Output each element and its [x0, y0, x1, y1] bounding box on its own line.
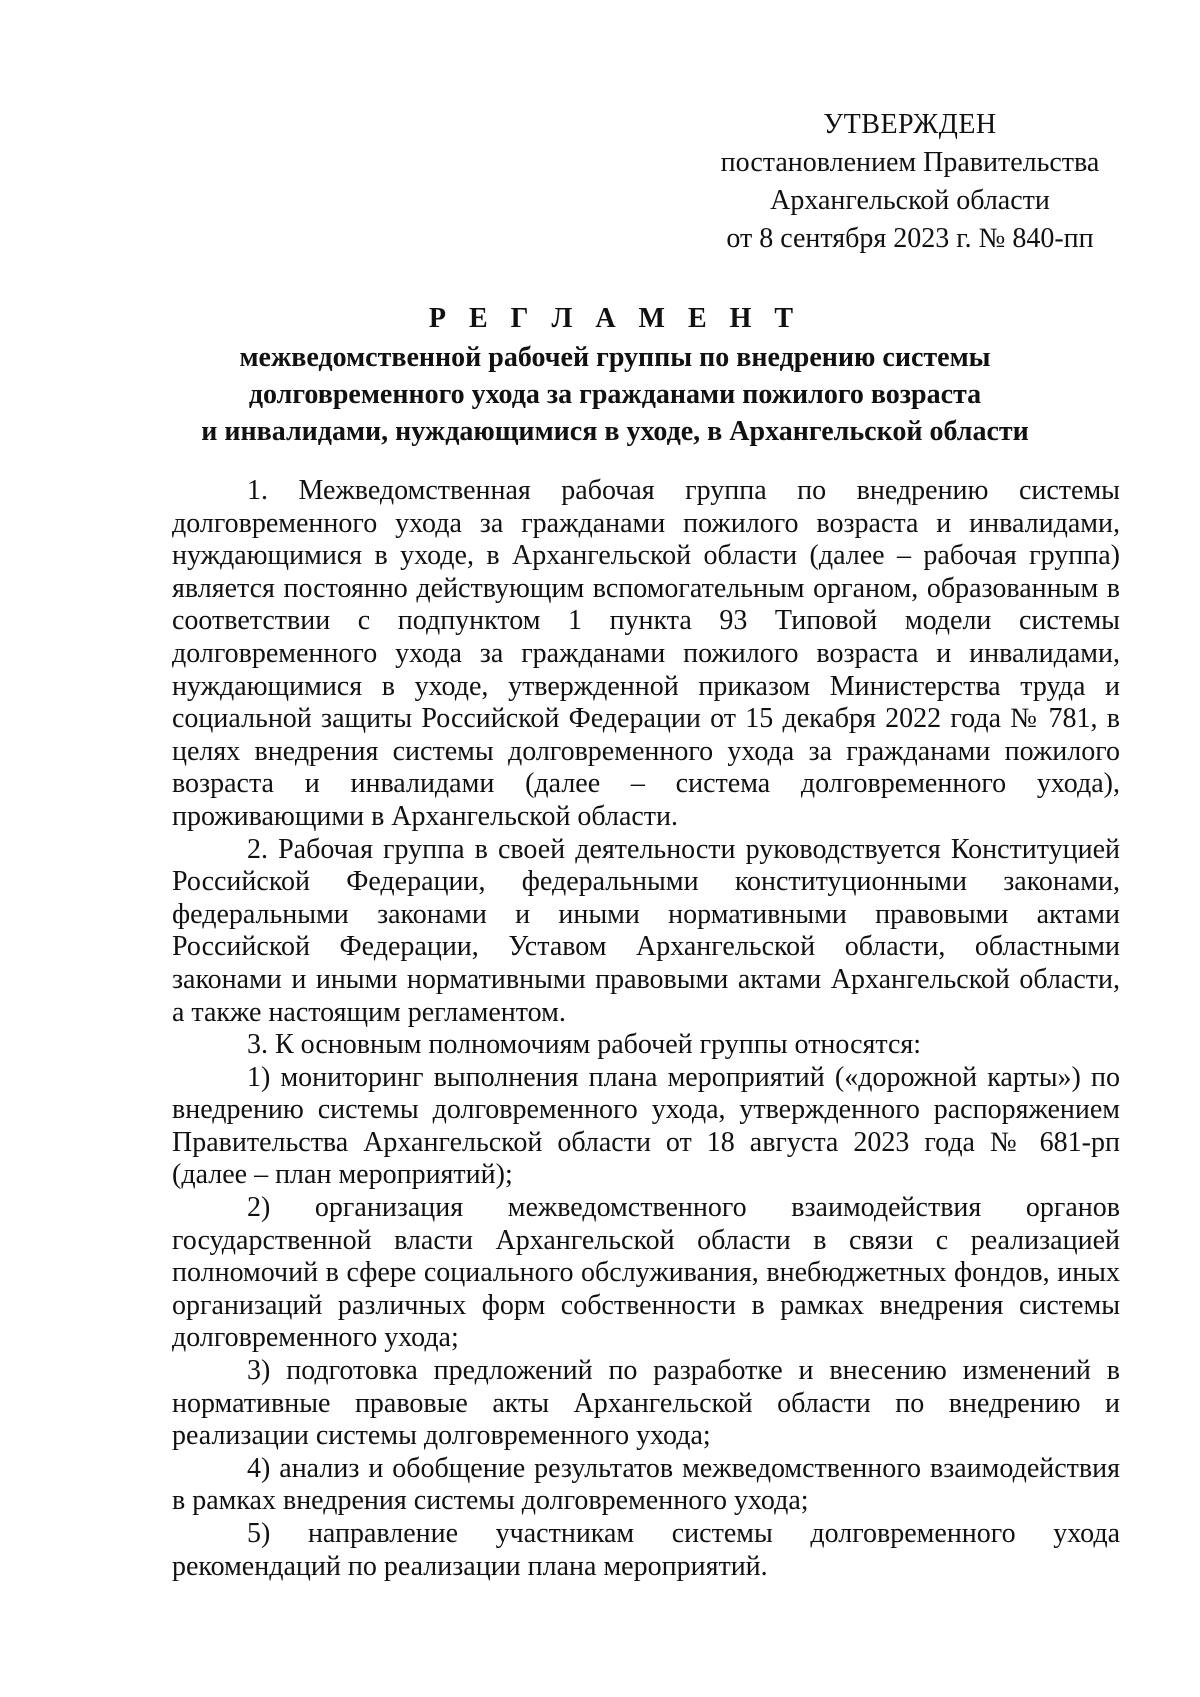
title-subtitle-line-2: долговременного ухода за гражданами пожилого возраста — [248, 379, 982, 410]
approval-region: Архангельской области — [770, 185, 1050, 216]
list-item-4: 4) анализ и обобщение результатов межведомственного взаимодействия в рамках внедрения системы долговременного ухода; — [172, 1452, 1120, 1517]
document-title — [120, 300, 1110, 450]
list-item-2: 2) организация межведомственного взаимодействия органов государственной власти Архангельской области в связи с реализацией полномочий в сфере социального обслуживания, внебюджетных фондов, иных организаций различных форм собственности в рамках внедрения системы долговременного ухода; — [172, 1192, 1120, 1354]
approval-heading: УТВЕРЖДЕН — [823, 109, 997, 140]
document-body — [172, 475, 1120, 1583]
approval-date-number: от 8 сентября 2023 г. № 840-пп — [726, 223, 1094, 254]
list-item-1: 1) мониторинг выполнения плана мероприятий («дорожной карты») по внедрению системы долговременного ухода, утвержденного распоряжением Правительства Архангельской области от 18 августа 2023 года № 681-рп (далее – план мероприятий); — [172, 1061, 1120, 1191]
title-subtitle-line-3: и инвалидами, нуждающимися в уходе, в Архангельской области — [201, 416, 1029, 447]
paragraph-1: 1. Межведомственная рабочая группа по внедрению системы долговременного ухода за гражданами пожилого возраста и инвалидами, нуждающимися в уходе, в Архангельской области (далее – рабочая группа) является постоянно действующим вспомогательным органом, образованным в соответствии с подпунктом 1 пункта 93 Типовой модели системы долговременного ухода за гражданами пожилого возраста и инвалидами, нуждающимися в уходе, утвержденной приказом Министерства труда и социальной защиты Российской Федерации от 15 декабря 2022 года № 781, в целях внедрения системы долговременного ухода за гражданами пожилого возраста и инвалидами (далее – система долговременного ухода), проживающими в Архангельской области. — [172, 475, 1120, 832]
list-item-5: 5) направление участникам системы долговременного ухода рекомендаций по реализации плана мероприятий. — [172, 1518, 1120, 1582]
paragraph-3: 3. К основным полномочиям рабочей группы относятся: — [247, 1029, 922, 1061]
title-subtitle-line-1: межведомственной рабочей группы по внедрению системы — [239, 342, 991, 373]
approval-stamp — [680, 106, 1140, 258]
list-item-3: 3) подготовка предложений по разработке и внесению изменений в нормативные правовые акты Архангельской области по внедрению и реализации системы долговременного ухода; — [172, 1355, 1120, 1452]
paragraph-2: 2. Рабочая группа в своей деятельности руководствуется Конституцией Российской Федерации, федеральными конституционными законами, федеральными законами и иными нормативными правовыми актами Российской Федерации, Уставом Архангельской области, областными законами и иными нормативными правовыми актами Архангельской области, а также настоящим регламентом. — [172, 833, 1120, 1028]
approval-authority: постановлением Правительства — [720, 147, 1100, 178]
document-type-heading: Р Е Г Л А М Е Н Т — [428, 303, 802, 334]
